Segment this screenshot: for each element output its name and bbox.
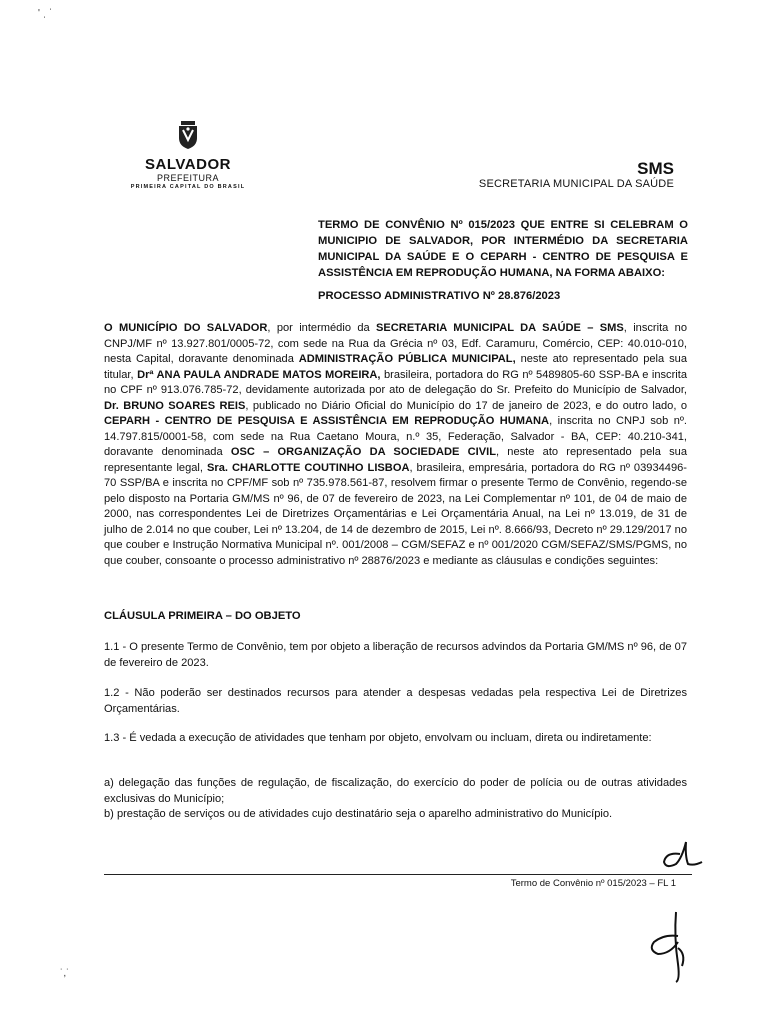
preamble-segment: , brasileira, empresária, portadora do RG nº 03934496-70 SSP/BA e inscrita no CPF/MF sob nº 735.978.561-87, resolvem firmar o presente Termo de Convênio, regendo-se pelo disposto na Portaria GM/MS nº 96, de 07 de fevereiro de 2023, na Lei Complementar nº 101, de 04 de maio de 2000, nas correspondentes Lei de Diretrizes Orçamentárias e Lei Orçamentária Anual, na Lei nº 13.019, de 31 de julho de 2.014 no que couber, Lei nº 13.204, de 14 de dezembro de 2015, Lei nº. 8.666/93, Decreto nº 29.129/2017 no que couber e Instrução Normativa Municipal nº. 001/2008 – CGM/SEFAZ e nº 001/2020 CGM/SEFAZ/SMS/PGMS, no que couber, consoante o processo administrativo nº 28876/2023 e mediante as cláusulas e condições seguintes: [104,461,687,567]
preamble-bold-segment: SECRETARIA MUNICIPAL DA SAÚDE – SMS [376,322,624,334]
preamble-bold-segment: Sra. CHARLOTTE COUTINHO LISBOA [207,461,410,474]
sms-header [479,160,674,191]
salvador-crest-icon [175,120,201,150]
scan-artifact-bottom-left: ˙,˙ [60,968,70,979]
preamble-bold-segment: O MUNICÍPIO DO SALVADOR [104,322,268,334]
document-heading: TERMO DE CONVÊNIO Nº 015/2023 QUE ENTRE SI CELEBRAM O MUNICIPIO DE SALVADOR, POR INTERMÉDIO DA SECRETARIA MUNICIPAL DA SAÚDE E O CEPARH - CENTRO DE PESQUISA E ASSISTÊNCIA EM REPRODUÇÃO HUMANA, NA FORMA ABAIXO: [318,219,688,279]
footer-text: Termo de Convênio nº 015/2023 – FL 1 [510,878,676,889]
logo-subtitle: PREFEITURA [156,173,219,183]
clause-item-1-2: 1.2 - Não poderão ser destinados recursos para atender a despesas vedadas pela respectiva Lei de Diretrizes Orçamentárias. [104,687,687,715]
clause-item-a: a) delegação das funções de regulação, de fiscalização, do exercício do poder de polícia ou de outras atividades exclusivas do Município; [104,777,687,805]
preamble-segment: , inscrita no CNPJ sob nº. 14.797.815/0001-58, com sede na Rua Caetano Moura, n.º 35, Federação, Salvador - BA, CEP: 40.210-341, doravante denominada [104,415,687,458]
sms-subtitle: SECRETARIA MUNICIPAL DA SAÚDE [478,178,674,190]
preamble-paragraph [104,321,687,569]
clause-item-b: b) prestação de serviços ou de atividades cujo destinatário seja o aparelho administrativo do Município. [104,808,613,820]
preamble-bold-segment: Drª ANA PAULA ANDRADE MATOS MOREIRA, [137,368,381,381]
preamble-segment: neste ato representado pela sua titular, [104,353,687,381]
clause-title: CLÁUSULA PRIMEIRA – DO OBJETO [104,610,301,622]
logo-title: SALVADOR [145,156,231,173]
sms-title: SMS [637,159,674,178]
preamble-bold-segment: OSC – ORGANIZAÇÃO DA SOCIEDADE CIVIL [230,446,496,458]
logo-tagline: PRIMEIRA CAPITAL DO BRASIL [130,184,246,190]
preamble-segment: , inscrita no CNPJ/MF nº 13.927.801/0005-72, com sede na Rua da Grécia nº 03, Edf. Caramuru, Comércio, CEP: 40.010-010, nesta Capital, doravante denominada [104,322,687,365]
preamble-segment: , por intermédio da [267,322,376,334]
initials-signature-icon [656,836,704,872]
preamble-segment: , neste ato representado pela sua representante legal, [104,446,687,474]
preamble-segment: brasileira, portadora do RG nº 5489805-60 SSP-BA e inscrita no CPF nº 913.076.785-72, devidamente autorizada por ato de delegação do Sr. Prefeito do Município de Salvador, [104,368,687,396]
preamble-bold-segment: CEPARH - CENTRO DE PESQUISA E ASSISTÊNCIA EM REPRODUÇÃO HUMANA [104,415,550,427]
preamble-bold-segment: Dr. BRUNO SOARES REIS [104,399,246,412]
footer-divider [104,874,692,875]
prefeitura-logo [118,120,258,191]
clause-item-1-1: 1.1 - O presente Termo de Convênio, tem por objeto a liberação de recursos advindos da Portaria GM/MS nº 96, de 07 de fevereiro de 2023. [104,641,687,669]
signature-icon [642,908,692,984]
scan-artifact-top-left: ' ˌ ˈ [38,8,53,19]
preamble-segment: , publicado no Diário Oficial do Município do 17 de janeiro de 2023, e do outro lado, o [245,399,687,412]
clause-item-1-3: 1.3 - É vedada a execução de atividades que tenham por objeto, envolvam ou incluam, direta ou indiretamente: [104,732,652,744]
process-number: PROCESSO ADMINISTRATIVO Nº 28.876/2023 [318,290,561,302]
preamble-bold-segment: ADMINISTRAÇÃO PÚBLICA MUNICIPAL, [298,353,516,365]
